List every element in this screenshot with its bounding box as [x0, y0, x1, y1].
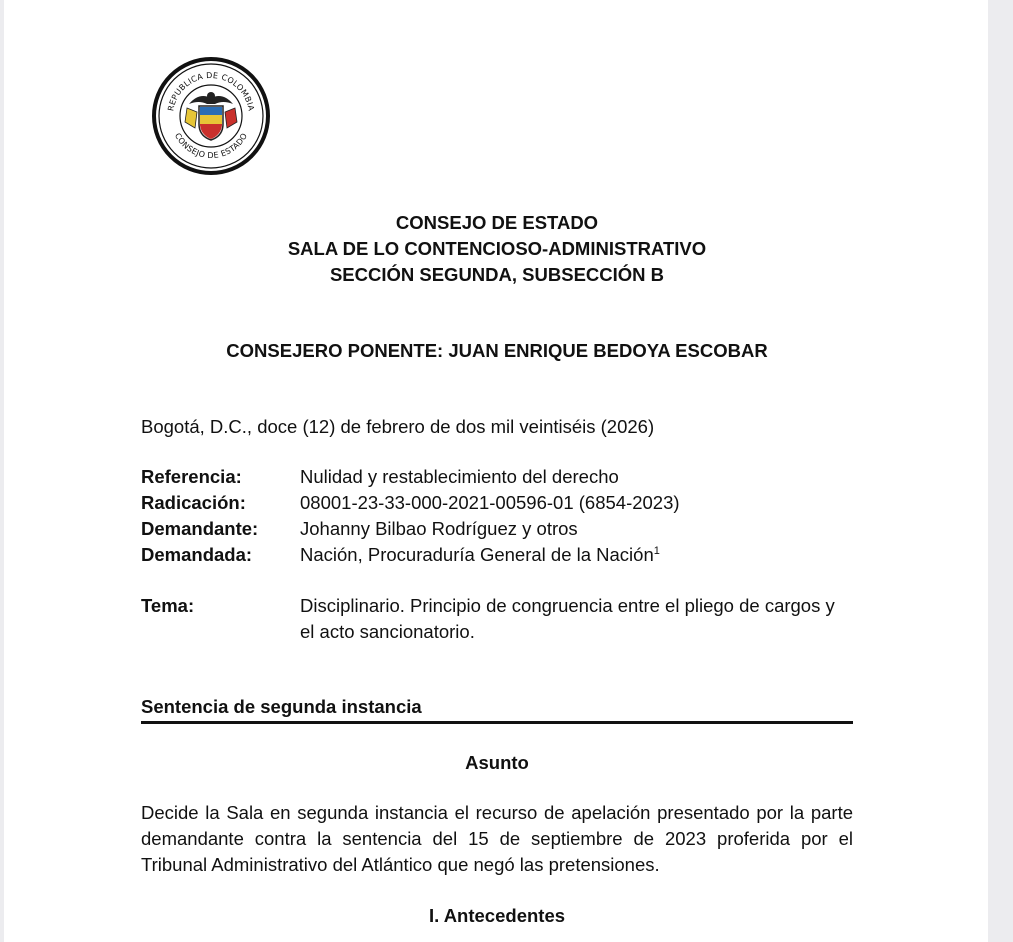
antecedentes-heading: I. Antecedentes: [428, 905, 566, 926]
tema-value: Disciplinario. Principio de congruencia entre el pliego de cargos y el acto sancionatorio.: [300, 595, 835, 642]
meta-value-wrapper: [300, 542, 853, 568]
footnote-marker[interactable]: 1: [653, 545, 660, 557]
asunto-paragraph: Decide la Sala en segunda instancia el recurso de apelación presentado por la parte demandante contra la sentencia del 15 de septiembre de 2023 proferida por el Tribunal Administrativo del Atlántico que negó las pretensiones.: [141, 802, 853, 875]
meta-row-demandada: [141, 542, 853, 568]
meta-row-referencia: [141, 464, 853, 490]
court-heading: [141, 210, 853, 288]
meta-row-demandante: [141, 516, 853, 542]
seal-bottom-text: CONSEJO DE ESTADO: [172, 131, 250, 161]
heading-line-1: CONSEJO DE ESTADO: [395, 212, 599, 233]
asunto-heading: Asunto: [465, 752, 529, 773]
meta-value: Johanny Bilbao Rodríguez y otros: [300, 518, 578, 539]
consejo-de-estado-seal: [151, 56, 271, 176]
meta-label: Demandada:: [141, 544, 253, 565]
consejero-ponente: CONSEJERO PONENTE: JUAN ENRIQUE BEDOYA ESCOBAR: [226, 340, 768, 361]
seal-top-text: REPUBLICA DE COLOMBIA: [166, 70, 256, 112]
document-date: Bogotá, D.C., doce (12) de febrero de dos mil veintiséis (2026): [141, 416, 655, 437]
case-metadata: [141, 464, 853, 568]
tema-label: Tema:: [141, 595, 195, 616]
meta-label: Referencia:: [141, 466, 242, 487]
seal-graphic: [151, 56, 271, 176]
meta-row-radicacion: [141, 490, 853, 516]
meta-value: 08001-23-33-000-2021-00596-01 (6854-2023): [300, 492, 680, 513]
meta-value: Nación, Procuraduría General de la Nación: [300, 544, 654, 565]
meta-label: Demandante:: [141, 518, 259, 539]
tema-row: [141, 593, 853, 645]
section-title: Sentencia de segunda instancia: [141, 694, 853, 724]
heading-line-3: SECCIÓN SEGUNDA, SUBSECCIÓN B: [329, 264, 665, 285]
viewer-background: [988, 0, 1013, 942]
meta-label: Radicación:: [141, 492, 246, 513]
heading-line-2: SALA DE LO CONTENCIOSO-ADMINISTRATIVO: [287, 238, 707, 259]
meta-value: Nulidad y restablecimiento del derecho: [300, 466, 619, 487]
